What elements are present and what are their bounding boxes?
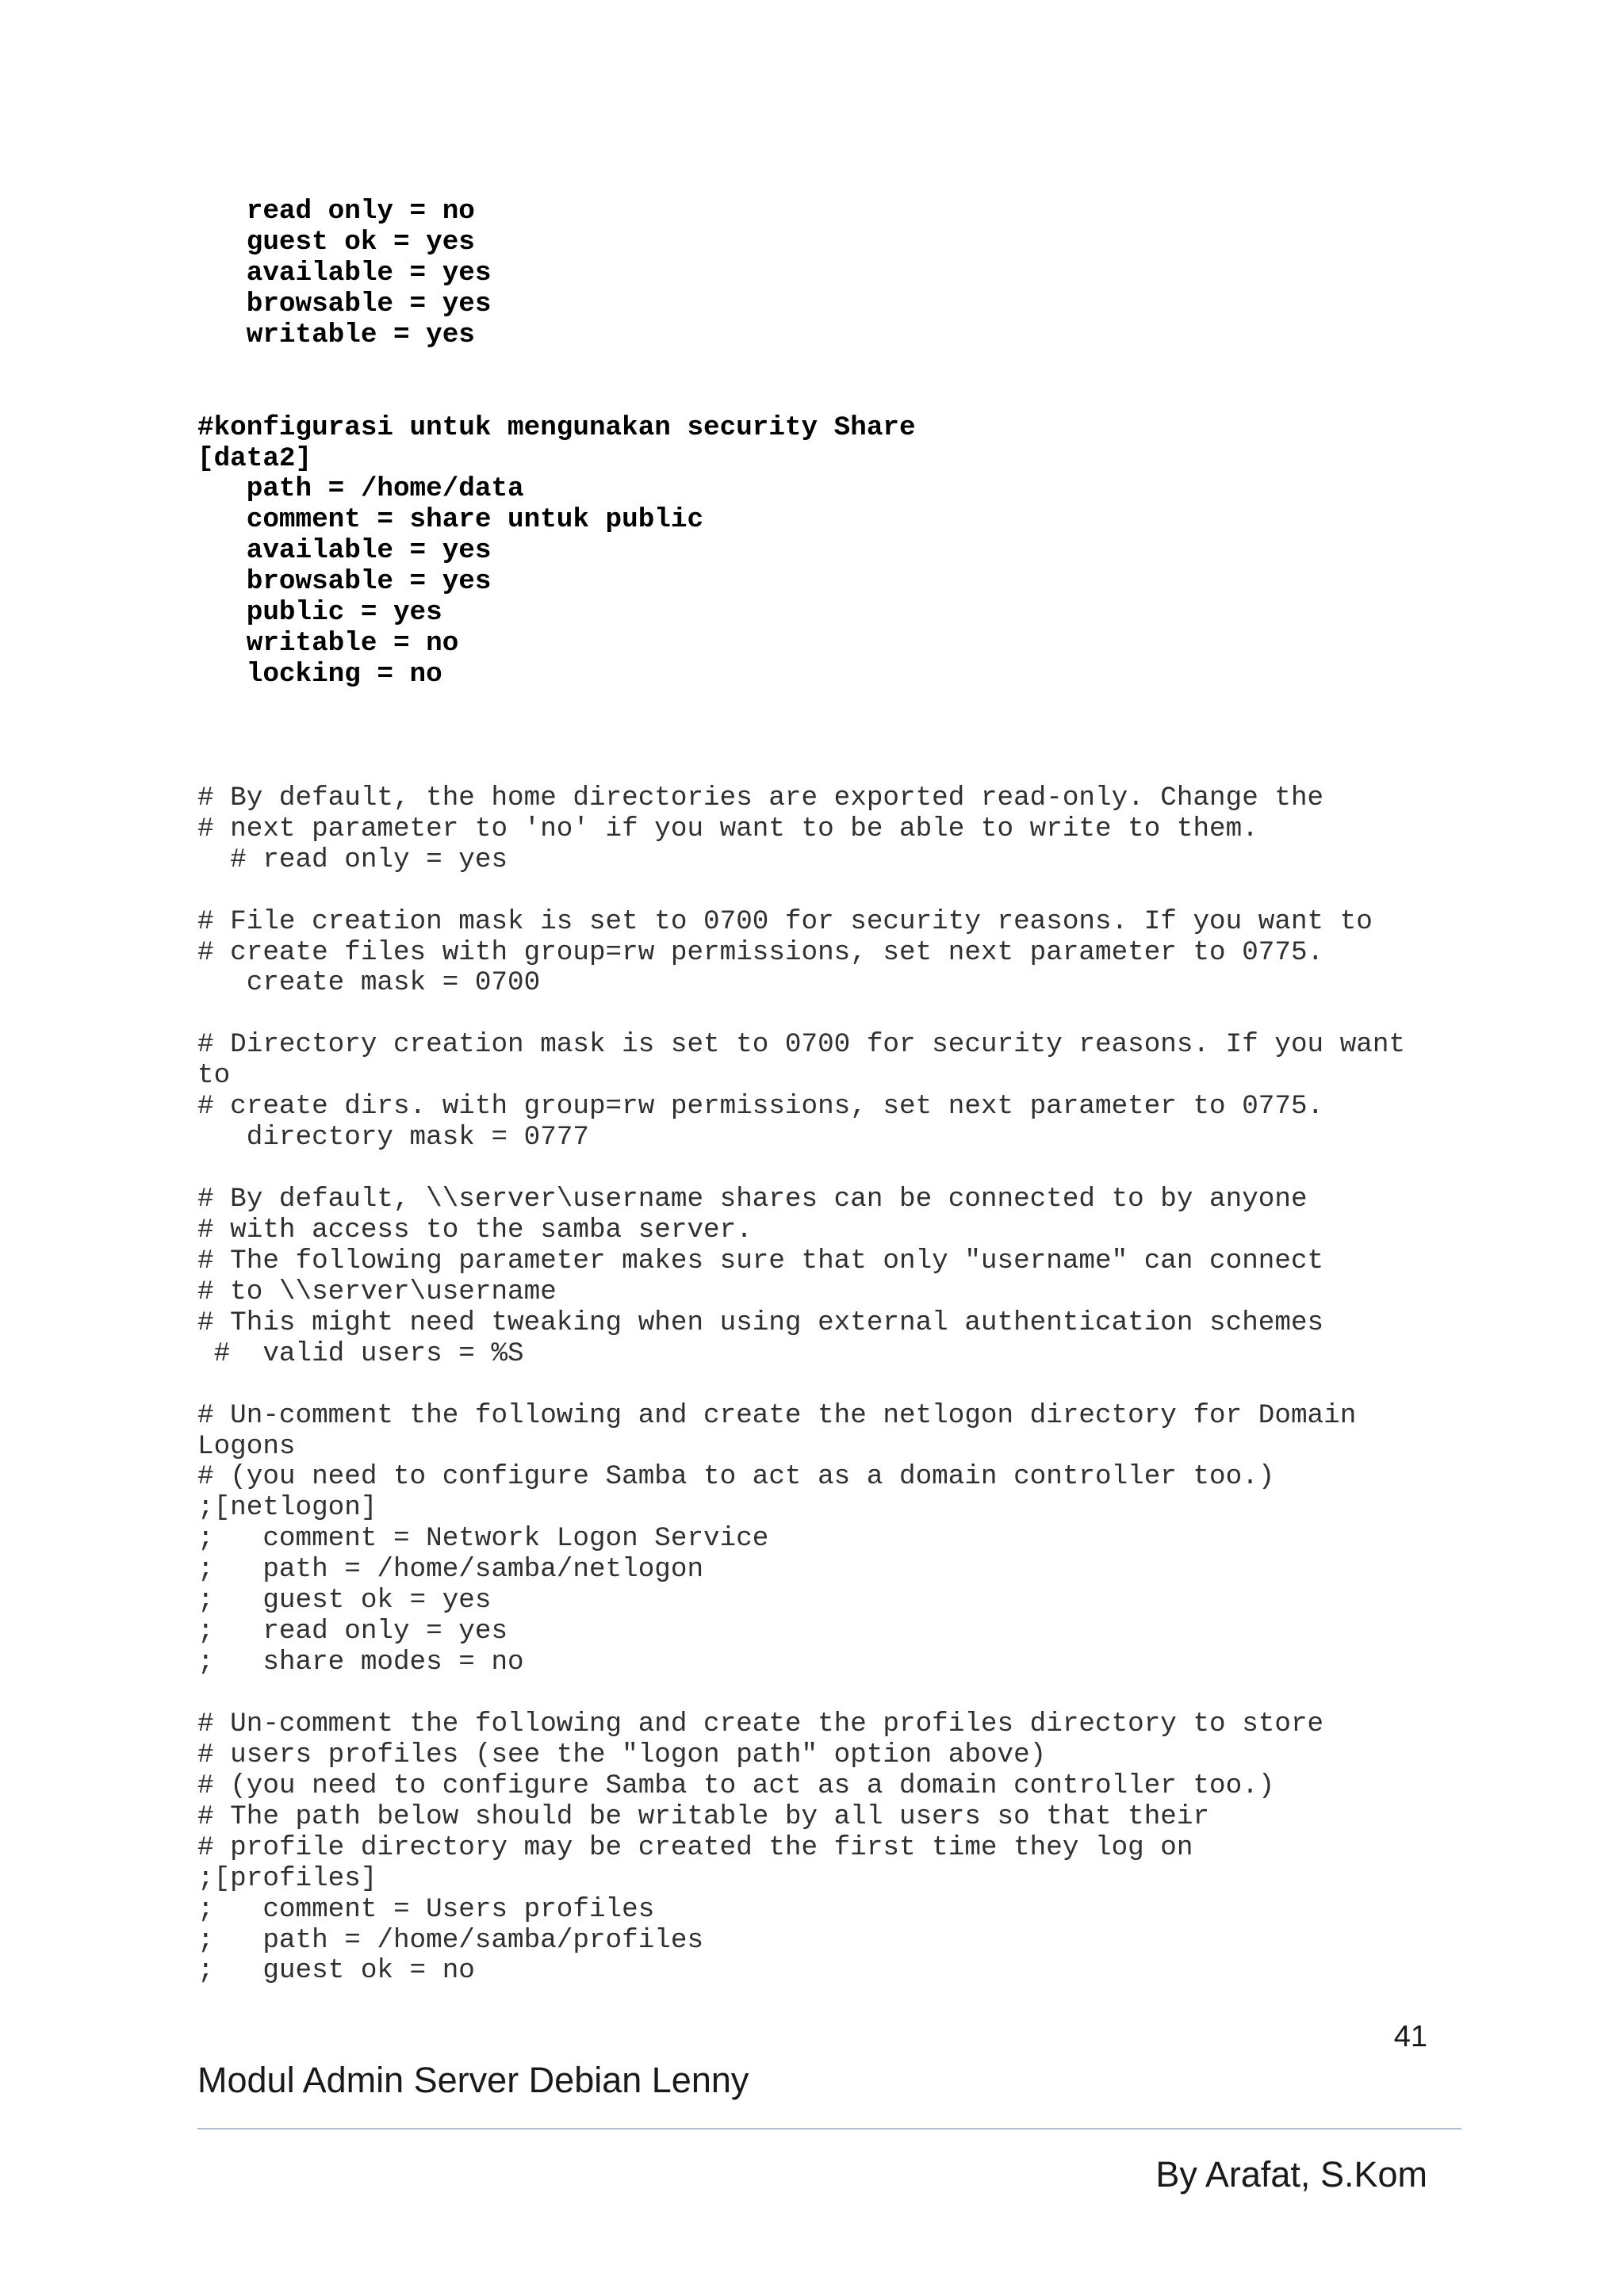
code-line: ; path = /home/samba/netlogon (197, 1554, 704, 1586)
code-line: browsable = yes (197, 288, 492, 320)
code-line: available = yes (197, 257, 492, 289)
code-line: # profile directory may be created the first time they log on (197, 1831, 1193, 1863)
code-line (197, 691, 1405, 721)
code-line (197, 1678, 1405, 1709)
code-line: # with access to the samba server. (197, 1214, 753, 1246)
code-line: # Un-comment the following and create the profiles directory to store (197, 1708, 1324, 1739)
code-line: # read only = yes (197, 844, 508, 875)
code-line: # valid users = %S (197, 1337, 524, 1369)
code-line: # (you need to configure Samba to act as a domain controller too.) (197, 1770, 1275, 1801)
code-line: # Directory creation mask is set to 0700 for security reasons. If you want (197, 1029, 1406, 1061)
page-number: 41 (1393, 2020, 1427, 2053)
code-line: directory mask = 0777 (197, 1122, 589, 1154)
code-line: # to \\server\username (197, 1276, 557, 1307)
code-line: writable = yes (197, 319, 475, 350)
code-line: locking = no (197, 659, 442, 691)
footer-author: By Arafat, S.Kom (1155, 2154, 1427, 2195)
code-line: path = /home/data (197, 473, 524, 505)
code-line: ; read only = yes (197, 1616, 508, 1647)
code-line: to (197, 1060, 231, 1092)
code-line: # create files with group=rw permissions, set next parameter to 0775. (197, 936, 1324, 968)
code-line: read only = no (197, 196, 475, 227)
code-line: browsable = yes (197, 566, 492, 598)
code-line: # By default, the home directories are exported read-only. Change the (197, 782, 1324, 813)
code-line: # create dirs. with group=rw permissions, set next parameter to 0775. (197, 1091, 1324, 1123)
code-line: # By default, \\server\username shares can be connected to by anyone (197, 1184, 1308, 1215)
code-line: ; share modes = no (197, 1647, 524, 1678)
code-line: # File creation mask is set to 0700 for security reasons. If you want to (197, 905, 1373, 937)
code-line (197, 351, 1405, 382)
code-line: # next parameter to 'no' if you want to be able to write to them. (197, 813, 1258, 844)
code-line: # Un-comment the following and create the netlogon directory for Domain (197, 1399, 1357, 1431)
code-line: ; guest ok = no (197, 1955, 475, 1987)
code-line: comment = share untuk public (197, 504, 704, 536)
code-line (197, 999, 1405, 1030)
code-line: ; guest ok = yes (197, 1585, 492, 1617)
code-line: ; path = /home/samba/profiles (197, 1924, 704, 1956)
config-code-block (197, 197, 1405, 1987)
code-line: ; comment = Users profiles (197, 1893, 655, 1925)
code-line (197, 876, 1405, 907)
code-line: # (you need to configure Samba to act as a domain controller too.) (197, 1461, 1275, 1493)
code-line (197, 752, 1405, 783)
footer-divider (197, 2128, 1461, 2130)
code-line: guest ok = yes (197, 226, 475, 258)
code-line: # The path below should be writable by all users so that their (197, 1800, 1210, 1832)
code-line: #konfigurasi untuk mengunakan security Share (197, 411, 916, 443)
code-line: ;[netlogon] (197, 1492, 377, 1524)
code-line: writable = no (197, 628, 459, 660)
code-line (197, 1370, 1405, 1401)
code-line: available = yes (197, 535, 492, 567)
code-line: ;[profiles] (197, 1862, 377, 1894)
code-line (197, 382, 1405, 413)
code-line: Logons (197, 1430, 296, 1462)
code-line: public = yes (197, 597, 442, 629)
code-line: create mask = 0700 (197, 967, 541, 999)
code-line: # This might need tweaking when using external authentication schemes (197, 1307, 1324, 1338)
footer-title: Modul Admin Server Debian Lenny (197, 2060, 749, 2100)
code-line (197, 1154, 1405, 1184)
code-line: # The following parameter makes sure that only "username" can connect (197, 1245, 1324, 1276)
code-line: # users profiles (see the "logon path" option above) (197, 1739, 1047, 1770)
code-line: [data2] (197, 442, 312, 474)
code-line: ; comment = Network Logon Service (197, 1523, 769, 1555)
code-line (197, 721, 1405, 752)
